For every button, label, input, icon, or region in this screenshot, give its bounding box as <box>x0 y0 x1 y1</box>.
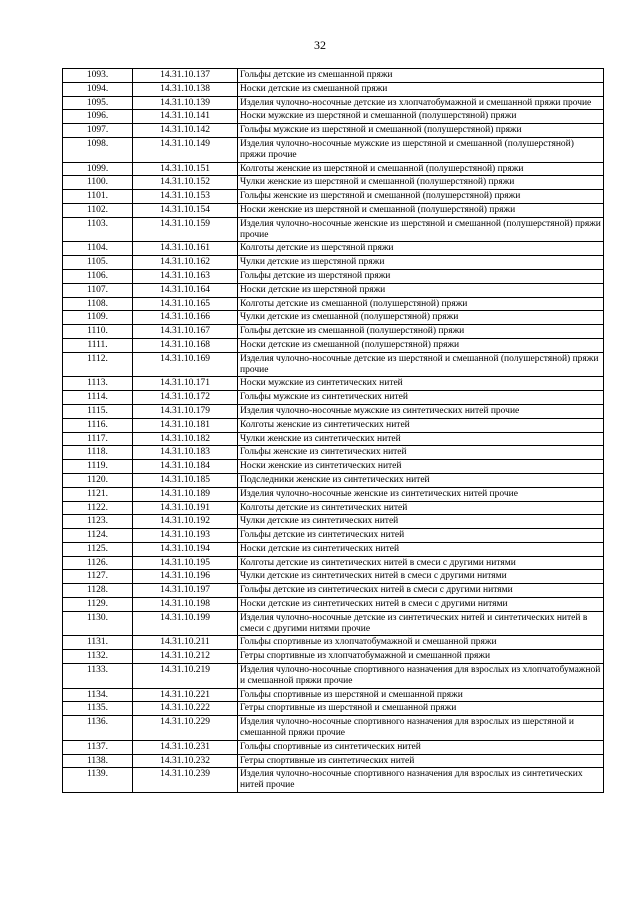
table-row <box>63 716 604 741</box>
product-name-cell: Носки женские из шерстяной и смешанной (полушерстяной) пряжи <box>238 203 604 217</box>
product-name-cell: Носки детские из смешанной (полушерстяной) пряжи <box>238 338 604 352</box>
row-number-cell: 1122. <box>63 501 133 515</box>
table-row <box>63 501 604 515</box>
table-row <box>63 137 604 162</box>
row-number-cell: 1114. <box>63 391 133 405</box>
row-number-cell: 1093. <box>63 69 133 83</box>
table-row <box>63 217 604 242</box>
table-row <box>63 82 604 96</box>
row-number-cell: 1116. <box>63 418 133 432</box>
row-number-cell: 1112. <box>63 352 133 377</box>
product-code-cell: 14.31.10.231 <box>133 740 238 754</box>
product-code-cell: 14.31.10.166 <box>133 311 238 325</box>
product-name-cell: Изделия чулочно-носочные спортивного назначения для взрослых из синтетических нитей прочие <box>238 768 604 793</box>
table-row <box>63 283 604 297</box>
table-row <box>63 768 604 793</box>
row-number-cell: 1138. <box>63 754 133 768</box>
table-row <box>63 162 604 176</box>
product-name-cell: Носки мужские из шерстяной и смешанной (полушерстяной) пряжи <box>238 110 604 124</box>
product-code-cell: 14.31.10.197 <box>133 584 238 598</box>
table-row <box>63 110 604 124</box>
product-code-cell: 14.31.10.165 <box>133 297 238 311</box>
product-name-cell: Гольфы детские из смешанной пряжи <box>238 69 604 83</box>
row-number-cell: 1133. <box>63 664 133 689</box>
product-name-cell: Носки мужские из синтетических нитей <box>238 377 604 391</box>
product-name-cell: Гольфы детские из шерстяной пряжи <box>238 269 604 283</box>
product-name-cell: Чулки женские из синтетических нитей <box>238 432 604 446</box>
product-name-cell: Гольфы детские из синтетических нитей в смеси с другими нитями <box>238 584 604 598</box>
table-row <box>63 69 604 83</box>
row-number-cell: 1102. <box>63 203 133 217</box>
table-body <box>63 69 604 793</box>
table-row <box>63 418 604 432</box>
table-row <box>63 529 604 543</box>
row-number-cell: 1115. <box>63 404 133 418</box>
row-number-cell: 1103. <box>63 217 133 242</box>
table-row <box>63 515 604 529</box>
row-number-cell: 1131. <box>63 636 133 650</box>
product-code-cell: 14.31.10.191 <box>133 501 238 515</box>
product-code-cell: 14.31.10.142 <box>133 124 238 138</box>
product-name-cell: Гетры спортивные из шерстяной и смешанной пряжи <box>238 702 604 716</box>
row-number-cell: 1096. <box>63 110 133 124</box>
product-code-cell: 14.31.10.159 <box>133 217 238 242</box>
product-name-cell: Колготы женские из шерстяной и смешанной (полушерстяной) пряжи <box>238 162 604 176</box>
product-name-cell: Гольфы женские из синтетических нитей <box>238 446 604 460</box>
product-name-cell: Носки детские из синтетических нитей в смеси с другими нитями <box>238 598 604 612</box>
row-number-cell: 1123. <box>63 515 133 529</box>
row-number-cell: 1100. <box>63 176 133 190</box>
table-row <box>63 432 604 446</box>
table-row <box>63 311 604 325</box>
product-name-cell: Гольфы спортивные из хлопчатобумажной и смешанной пряжи <box>238 636 604 650</box>
product-code-cell: 14.31.10.229 <box>133 716 238 741</box>
product-code-cell: 14.31.10.222 <box>133 702 238 716</box>
product-name-cell: Чулки детские из синтетических нитей в смеси с другими нитями <box>238 570 604 584</box>
row-number-cell: 1129. <box>63 598 133 612</box>
product-name-cell: Изделия чулочно-носочные мужские из синтетических нитей прочие <box>238 404 604 418</box>
table-row <box>63 96 604 110</box>
table-row <box>63 176 604 190</box>
row-number-cell: 1105. <box>63 256 133 270</box>
product-code-cell: 14.31.10.196 <box>133 570 238 584</box>
table-row <box>63 391 604 405</box>
product-name-cell: Гетры спортивные из синтетических нитей <box>238 754 604 768</box>
product-code-cell: 14.31.10.199 <box>133 611 238 636</box>
product-name-cell: Изделия чулочно-носочные детские из шерстяной и смешанной (полушерстяной) пряжи прочие <box>238 352 604 377</box>
row-number-cell: 1119. <box>63 460 133 474</box>
row-number-cell: 1135. <box>63 702 133 716</box>
table-row <box>63 377 604 391</box>
row-number-cell: 1111. <box>63 338 133 352</box>
table-row <box>63 124 604 138</box>
product-code-table <box>62 68 604 793</box>
table-row <box>63 190 604 204</box>
table-row <box>63 352 604 377</box>
product-code-cell: 14.31.10.192 <box>133 515 238 529</box>
row-number-cell: 1117. <box>63 432 133 446</box>
table-row <box>63 664 604 689</box>
product-code-cell: 14.31.10.181 <box>133 418 238 432</box>
product-code-cell: 14.31.10.164 <box>133 283 238 297</box>
product-name-cell: Колготы детские из смешанной (полушерстяной) пряжи <box>238 297 604 311</box>
table-row <box>63 473 604 487</box>
row-number-cell: 1095. <box>63 96 133 110</box>
product-code-cell: 14.31.10.167 <box>133 325 238 339</box>
row-number-cell: 1127. <box>63 570 133 584</box>
table-row <box>63 598 604 612</box>
product-code-cell: 14.31.10.211 <box>133 636 238 650</box>
product-code-cell: 14.31.10.189 <box>133 487 238 501</box>
table-row <box>63 542 604 556</box>
table-row <box>63 570 604 584</box>
product-name-cell: Носки детские из смешанной пряжи <box>238 82 604 96</box>
table-row <box>63 256 604 270</box>
row-number-cell: 1139. <box>63 768 133 793</box>
product-name-cell: Носки детские из синтетических нитей <box>238 542 604 556</box>
product-code-cell: 14.31.10.137 <box>133 69 238 83</box>
row-number-cell: 1113. <box>63 377 133 391</box>
product-code-cell: 14.31.10.149 <box>133 137 238 162</box>
row-number-cell: 1126. <box>63 556 133 570</box>
product-name-cell: Гольфы детские из синтетических нитей <box>238 529 604 543</box>
table-row <box>63 688 604 702</box>
table-row <box>63 404 604 418</box>
row-number-cell: 1097. <box>63 124 133 138</box>
table-row <box>63 650 604 664</box>
table-row <box>63 702 604 716</box>
product-code-cell: 14.31.10.219 <box>133 664 238 689</box>
table-row <box>63 487 604 501</box>
table-row <box>63 297 604 311</box>
product-name-cell: Гетры спортивные из хлопчатобумажной и смешанной пряжи <box>238 650 604 664</box>
product-code-cell: 14.31.10.154 <box>133 203 238 217</box>
product-name-cell: Гольфы мужские из шерстяной и смешанной (полушерстяной) пряжи <box>238 124 604 138</box>
row-number-cell: 1121. <box>63 487 133 501</box>
product-name-cell: Чулки детские из шерстяной пряжи <box>238 256 604 270</box>
row-number-cell: 1136. <box>63 716 133 741</box>
table-row <box>63 446 604 460</box>
product-name-cell: Гольфы спортивные из синтетических нитей <box>238 740 604 754</box>
row-number-cell: 1124. <box>63 529 133 543</box>
product-code-cell: 14.31.10.151 <box>133 162 238 176</box>
product-name-cell: Изделия чулочно-носочные мужские из шерстяной и смешанной (полушерстяной) пряжи прочие <box>238 137 604 162</box>
table-row <box>63 556 604 570</box>
product-code-cell: 14.31.10.171 <box>133 377 238 391</box>
row-number-cell: 1125. <box>63 542 133 556</box>
table-row <box>63 203 604 217</box>
product-code-cell: 14.31.10.168 <box>133 338 238 352</box>
row-number-cell: 1099. <box>63 162 133 176</box>
product-code-cell: 14.31.10.239 <box>133 768 238 793</box>
product-code-cell: 14.31.10.172 <box>133 391 238 405</box>
product-code-cell: 14.31.10.221 <box>133 688 238 702</box>
product-name-cell: Изделия чулочно-носочные детские из хлопчатобумажной и смешанной пряжи прочие <box>238 96 604 110</box>
product-code-cell: 14.31.10.153 <box>133 190 238 204</box>
product-code-cell: 14.31.10.179 <box>133 404 238 418</box>
row-number-cell: 1120. <box>63 473 133 487</box>
product-name-cell: Изделия чулочно-носочные спортивного назначения для взрослых из шерстяной и смешанной пряжи прочие <box>238 716 604 741</box>
product-code-cell: 14.31.10.198 <box>133 598 238 612</box>
product-code-cell: 14.31.10.138 <box>133 82 238 96</box>
product-code-cell: 14.31.10.183 <box>133 446 238 460</box>
product-name-cell: Носки детские из шерстяной пряжи <box>238 283 604 297</box>
row-number-cell: 1106. <box>63 269 133 283</box>
table-row <box>63 242 604 256</box>
product-name-cell: Гольфы мужские из синтетических нитей <box>238 391 604 405</box>
product-name-cell: Подследники женские из синтетических нитей <box>238 473 604 487</box>
product-name-cell: Чулки детские из синтетических нитей <box>238 515 604 529</box>
product-code-cell: 14.31.10.185 <box>133 473 238 487</box>
row-number-cell: 1109. <box>63 311 133 325</box>
product-name-cell: Изделия чулочно-носочные женские из шерстяной и смешанной (полушерстяной) пряжи прочие <box>238 217 604 242</box>
product-name-cell: Чулки женские из шерстяной и смешанной (полушерстяной) пряжи <box>238 176 604 190</box>
product-name-cell: Изделия чулочно-носочные детские из синтетических нитей и синтетических нитей в смеси с другими нитями прочие <box>238 611 604 636</box>
product-code-cell: 14.31.10.162 <box>133 256 238 270</box>
row-number-cell: 1094. <box>63 82 133 96</box>
product-name-cell: Изделия чулочно-носочные женские из синтетических нитей прочие <box>238 487 604 501</box>
table-row <box>63 754 604 768</box>
product-name-cell: Изделия чулочно-носочные спортивного назначения для взрослых из хлопчатобумажной и смешанной пряжи прочие <box>238 664 604 689</box>
table-row <box>63 636 604 650</box>
product-code-cell: 14.31.10.195 <box>133 556 238 570</box>
product-name-cell: Чулки детские из смешанной (полушерстяной) пряжи <box>238 311 604 325</box>
product-code-cell: 14.31.10.163 <box>133 269 238 283</box>
page-number: 32 <box>314 38 326 52</box>
product-code-cell: 14.31.10.212 <box>133 650 238 664</box>
table-row <box>63 611 604 636</box>
row-number-cell: 1110. <box>63 325 133 339</box>
product-code-cell: 14.31.10.152 <box>133 176 238 190</box>
product-name-cell: Гольфы спортивные из шерстяной и смешанной пряжи <box>238 688 604 702</box>
product-name-cell: Гольфы женские из шерстяной и смешанной (полушерстяной) пряжи <box>238 190 604 204</box>
row-number-cell: 1132. <box>63 650 133 664</box>
product-name-cell: Колготы детские из синтетических нитей <box>238 501 604 515</box>
row-number-cell: 1137. <box>63 740 133 754</box>
product-code-cell: 14.31.10.161 <box>133 242 238 256</box>
product-code-cell: 14.31.10.139 <box>133 96 238 110</box>
product-name-cell: Гольфы детские из смешанной (полушерстяной) пряжи <box>238 325 604 339</box>
row-number-cell: 1118. <box>63 446 133 460</box>
product-name-cell: Колготы женские из синтетических нитей <box>238 418 604 432</box>
table-row <box>63 740 604 754</box>
product-code-cell: 14.31.10.232 <box>133 754 238 768</box>
table-row <box>63 269 604 283</box>
product-name-cell: Колготы детские из синтетических нитей в смеси с другими нитями <box>238 556 604 570</box>
row-number-cell: 1104. <box>63 242 133 256</box>
table-row <box>63 338 604 352</box>
product-code-cell: 14.31.10.141 <box>133 110 238 124</box>
product-code-cell: 14.31.10.182 <box>133 432 238 446</box>
product-code-cell: 14.31.10.194 <box>133 542 238 556</box>
product-code-cell: 14.31.10.184 <box>133 460 238 474</box>
table-row <box>63 460 604 474</box>
row-number-cell: 1128. <box>63 584 133 598</box>
row-number-cell: 1107. <box>63 283 133 297</box>
product-code-cell: 14.31.10.193 <box>133 529 238 543</box>
table-row <box>63 584 604 598</box>
product-name-cell: Носки женские из синтетических нитей <box>238 460 604 474</box>
product-code-cell: 14.31.10.169 <box>133 352 238 377</box>
row-number-cell: 1101. <box>63 190 133 204</box>
row-number-cell: 1134. <box>63 688 133 702</box>
table-row <box>63 325 604 339</box>
row-number-cell: 1130. <box>63 611 133 636</box>
product-name-cell: Колготы детские из шерстяной пряжи <box>238 242 604 256</box>
row-number-cell: 1108. <box>63 297 133 311</box>
row-number-cell: 1098. <box>63 137 133 162</box>
